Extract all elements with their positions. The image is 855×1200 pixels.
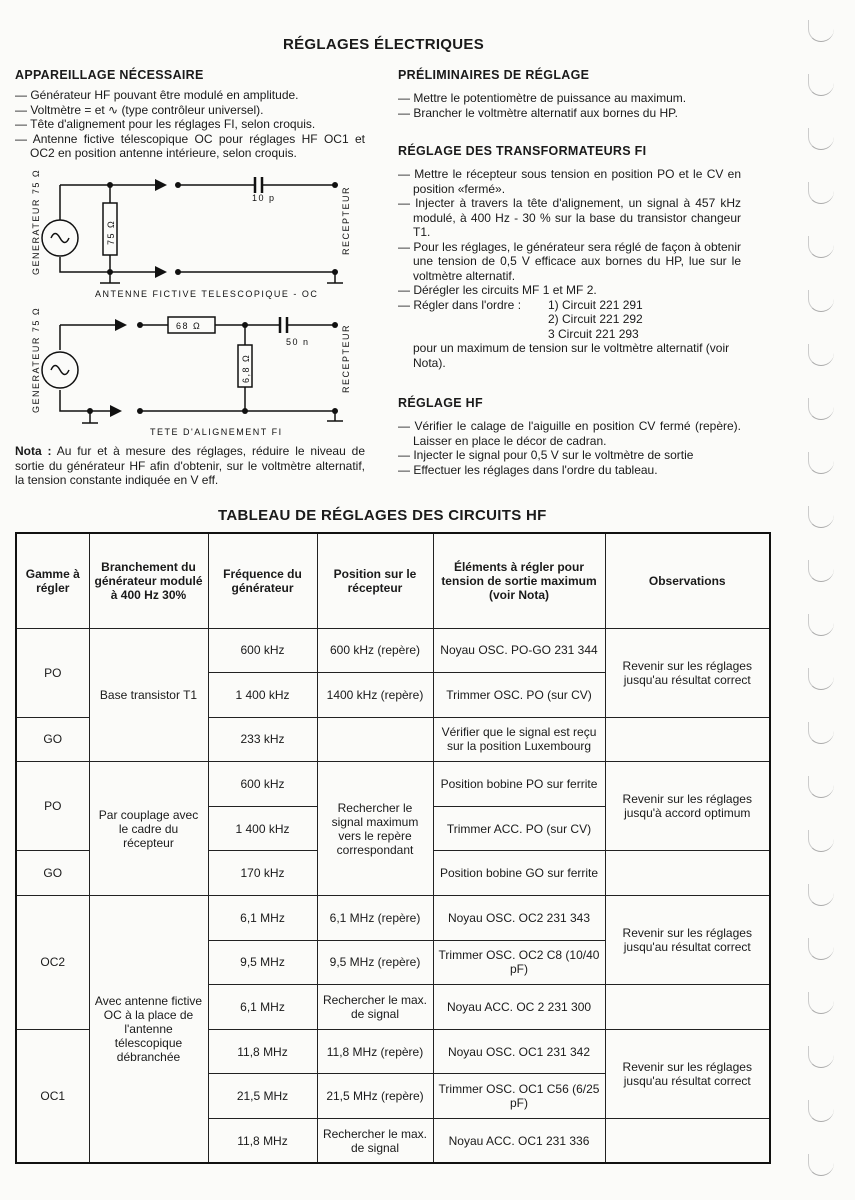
column-header: Position sur le récepteur (317, 533, 433, 628)
list-item: — Mettre le potentiomètre de puissance au maximum. (398, 91, 741, 106)
column-header: Fréquence du générateur (208, 533, 317, 628)
observations-cell: Revenir sur les réglages jusqu'au résultat correct (605, 1029, 770, 1118)
receiver-label: RECEPTEUR (341, 185, 351, 255)
transfo-after: pour un maximum de tension sur le voltmètre alternatif (voir Nota). (413, 341, 730, 370)
order-list (548, 298, 643, 342)
position-cell: Rechercher le max. de signal (317, 985, 433, 1030)
position-cell: Rechercher le max. de signal (317, 1119, 433, 1164)
capacitor-label: 50 n (286, 337, 310, 347)
gamme-cell: OC1 (16, 1029, 89, 1163)
binding-ring-icon (808, 398, 834, 420)
order-item: 2) Circuit 221 292 (548, 312, 643, 326)
binding-ring-icon (808, 1100, 834, 1122)
frequence-cell: 600 kHz (208, 762, 317, 807)
elements-cell: Trimmer OSC. PO (sur CV) (433, 673, 605, 718)
frequence-cell: 170 kHz (208, 851, 317, 896)
elements-cell: Vérifier que le signal est reçu sur la position Luxembourg (433, 717, 605, 762)
list-item: — Antenne fictive télescopique OC pour réglages HF OC1 et OC2 en position antenne intérieure, selon croquis. (15, 132, 365, 161)
resistor-label: 68 Ω (176, 321, 202, 331)
elements-cell: Trimmer OSC. OC2 C8 (10/40 pF) (433, 940, 605, 985)
column-header: Gamme à régler (16, 533, 89, 628)
binding-ring-icon (808, 884, 834, 906)
binding-ring-icon (808, 20, 834, 42)
binding-ring-icon (808, 128, 834, 150)
generator-label: GENERATEUR 75 Ω (31, 306, 41, 413)
binding-ring-icon (808, 776, 834, 798)
binding-ring-icon (808, 668, 834, 690)
elements-cell: Noyau ACC. OC 2 231 300 (433, 985, 605, 1030)
frequence-cell: 6,1 MHz (208, 985, 317, 1030)
binding-ring-icon (808, 830, 834, 852)
binding-ring-icon (808, 1046, 834, 1068)
hf-heading: RÉGLAGE HF (398, 396, 483, 410)
position-cell (317, 717, 433, 762)
list-item: — Effectuer les réglages dans l'ordre du tableau. (398, 463, 741, 478)
right-column (398, 68, 741, 477)
observations-cell (605, 717, 770, 762)
frequence-cell: 11,8 MHz (208, 1029, 317, 1074)
binding-ring-icon (808, 992, 834, 1014)
binding-ring-icon (808, 1154, 834, 1176)
list-item-text: Régler dans l'ordre : (413, 297, 522, 312)
observations-cell: Revenir sur les réglages jusqu'à accord optimum (605, 762, 770, 851)
generator-label: GENERATEUR 75 Ω (31, 168, 41, 275)
appareillage-section (15, 68, 365, 161)
list-item: — Brancher le voltmètre alternatif aux bornes du HP. (398, 106, 741, 121)
observations-cell: Revenir sur les réglages jusqu'au résultat correct (605, 628, 770, 717)
binding-ring-icon (808, 722, 834, 744)
list-item: — Vérifier le calage de l'aiguille en position CV fermé (repère). Laisser en place le décor de cadran. (398, 419, 741, 448)
nota-text: Au fur et à mesure des réglages, réduire le niveau de sortie du générateur HF afin d'obtenir, sur le voltmètre alternatif, la tension constante indiquée en V eff. (15, 444, 365, 487)
capacitor-label: 10 p (252, 193, 276, 203)
frequence-cell: 11,8 MHz (208, 1119, 317, 1164)
position-cell: 1400 kHz (repère) (317, 673, 433, 718)
elements-cell: Noyau OSC. PO-GO 231 344 (433, 628, 605, 673)
position-cell: 9,5 MHz (repère) (317, 940, 433, 985)
column-header: Observations (605, 533, 770, 628)
position-cell: 6,1 MHz (repère) (317, 896, 433, 941)
binding-ring-icon (808, 74, 834, 96)
order-item: 1) Circuit 221 291 (548, 297, 643, 312)
position-cell: 21,5 MHz (repère) (317, 1074, 433, 1119)
position-cell: 11,8 MHz (repère) (317, 1029, 433, 1074)
observations-cell: Revenir sur les réglages jusqu'au résultat correct (605, 896, 770, 985)
observations-cell (605, 1119, 770, 1164)
list-item: — Générateur HF pouvant être modulé en amplitude. (15, 88, 365, 103)
frequence-cell: 1 400 kHz (208, 673, 317, 718)
binding-ring-icon (808, 614, 834, 636)
table-title: TABLEAU DE RÉGLAGES DES CIRCUITS HF (218, 507, 547, 524)
column-header: Branchement du générateur modulé à 400 Hz 30% (89, 533, 208, 628)
frequence-cell: 6,1 MHz (208, 896, 317, 941)
gamme-cell: PO (16, 762, 89, 851)
binding-ring-icon (808, 236, 834, 258)
elements-cell: Noyau ACC. OC1 231 336 (433, 1119, 605, 1164)
circuit-diagrams (15, 165, 360, 440)
nota-label: Nota : (15, 444, 52, 458)
elements-cell: Trimmer OSC. OC1 C56 (6/25 pF) (433, 1074, 605, 1119)
frequence-cell: 600 kHz (208, 628, 317, 673)
gamme-cell: PO (16, 628, 89, 717)
observations-cell (605, 851, 770, 896)
branchement-cell: Par couplage avec le cadre du récepteur (89, 762, 208, 896)
elements-cell: Noyau OSC. OC2 231 343 (433, 896, 605, 941)
page-title: RÉGLAGES ÉLECTRIQUES (283, 36, 485, 53)
binding-ring-icon (808, 182, 834, 204)
list-item: — Injecter à travers la tête d'alignement, un signal à 457 kHz modulé, à 400 Hz - 30 % sur la base du transistor changeur T1. (398, 196, 741, 240)
branchement-cell: Avec antenne fictive OC à la place de l'antenne télescopique débranchée (89, 896, 208, 1164)
frequence-cell: 233 kHz (208, 717, 317, 762)
column-header: Éléments à régler pour tension de sortie maximum (voir Nota) (433, 533, 605, 628)
binding-ring-icon (808, 560, 834, 582)
list-item: — Injecter le signal pour 0,5 V sur le voltmètre de sortie (398, 448, 741, 463)
nota (15, 444, 365, 488)
elements-cell: Trimmer ACC. PO (sur CV) (433, 806, 605, 851)
list-item (398, 297, 741, 341)
gamme-cell: OC2 (16, 896, 89, 1030)
diagram-caption: TETE D'ALIGNEMENT FI (150, 427, 283, 437)
gamme-cell: GO (16, 851, 89, 896)
binding-ring-icon (808, 452, 834, 474)
list-item: — Tête d'alignement pour les réglages FI, selon croquis. (15, 117, 365, 132)
binding-ring-icon (808, 938, 834, 960)
list-item: — Dérégler les circuits MF 1 et MF 2. (398, 283, 741, 298)
branchement-cell: Base transistor T1 (89, 628, 208, 762)
observations-cell (605, 985, 770, 1030)
binding-ring-icon (808, 506, 834, 528)
preliminaires-heading: PRÉLIMINAIRES DE RÉGLAGE (398, 68, 590, 82)
resistor-label: 6,8 Ω (241, 353, 251, 383)
settings-table (15, 532, 771, 1164)
list-item: — Pour les réglages, le générateur sera réglé de façon à obtenir une tension de 0,5 V efficace aux bornes du HP, lue sur le voltmètre alternatif. (398, 240, 741, 284)
position-cell: Rechercher le signal maximum vers le repère correspondant (317, 762, 433, 896)
resistor-label: 75 Ω (106, 219, 116, 245)
diagram-caption: ANTENNE FICTIVE TELESCOPIQUE - OC (95, 289, 319, 299)
position-cell: 600 kHz (repère) (317, 628, 433, 673)
elements-cell: Position bobine PO sur ferrite (433, 762, 605, 807)
list-item: — Mettre le récepteur sous tension en position PO et le CV en position «fermé». (398, 167, 741, 196)
binding-ring-icon (808, 344, 834, 366)
elements-cell: Position bobine GO sur ferrite (433, 851, 605, 896)
transfo-heading: RÉGLAGE DES TRANSFORMATEURS FI (398, 144, 647, 158)
frequence-cell: 21,5 MHz (208, 1074, 317, 1119)
receiver-label: RECEPTEUR (341, 323, 351, 393)
elements-cell: Noyau OSC. OC1 231 342 (433, 1029, 605, 1074)
frequence-cell: 9,5 MHz (208, 940, 317, 985)
binding-ring-icon (808, 290, 834, 312)
list-item: — Voltmètre = et ∿ (type contrôleur universel). (15, 103, 365, 118)
appareillage-heading: APPAREILLAGE NÉCESSAIRE (15, 68, 204, 82)
gamme-cell: GO (16, 717, 89, 762)
frequence-cell: 1 400 kHz (208, 806, 317, 851)
order-item: 3 Circuit 221 293 (548, 326, 639, 341)
